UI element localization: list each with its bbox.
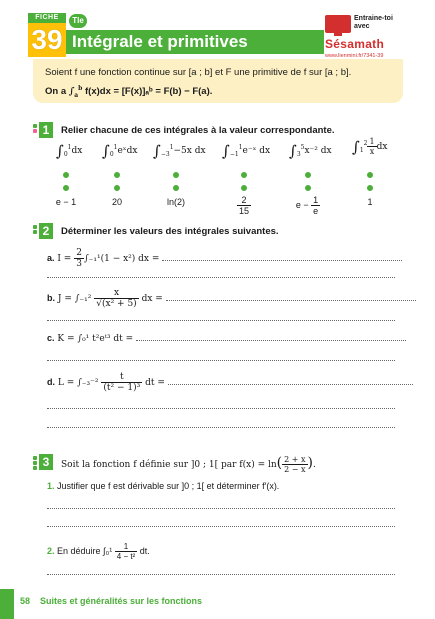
logo-url[interactable]: www.lienmini.fr/7341-39 [325,53,384,59]
exercise-3-intro: Soit la fonction f définie sur ]0 ; 1[ par f(x) = ln( $\frac{2 + x}{2 - x}$ ). [61,455,316,474]
logo-text: Entraine-toi avec [354,15,393,30]
value-5: e − $\frac{1}{e}$ [295,195,319,216]
question-d: d. L = ∫₋₃⁻² $\frac{t}{\text{(t² − 1)³}}$ dt = [47,372,413,393]
answer-line[interactable] [47,427,395,428]
monitor-icon [325,15,351,33]
answer-d-field[interactable] [168,384,413,385]
answer-line[interactable] [47,277,395,278]
link-dot-top-3[interactable] [173,172,179,178]
sesamath-logo[interactable] [325,15,403,59]
fiche-label: FICHE [28,13,66,23]
question-b: b. J = ∫₋₁² $\frac{x}{\text{√(x² + 5)}}$ dx = [47,288,416,309]
level-badge: Tle [69,14,87,28]
answer-line[interactable] [47,320,395,321]
answer-line[interactable] [47,408,395,409]
answer-line[interactable] [47,360,395,361]
logo-brand: Sésamath [325,37,385,51]
value-6: 1 [367,197,373,207]
link-dot-top-5[interactable] [305,172,311,178]
question-c: c. K = ∫₀¹ t²eᵗ³ dt = [47,333,406,344]
exercise-1-badge: 1 [33,122,53,138]
value-3: ln(2) [166,197,185,207]
intro-box [33,59,403,103]
footer-bar [0,589,14,619]
intro-line-1: Soient f une fonction continue sur [a ; b] et F une primitive de f sur [a ; b]. [45,67,352,78]
link-dot-top-4[interactable] [241,172,247,178]
integral-2: $\int_0^1eˣdx$ [102,142,138,160]
link-dot-bottom-4[interactable] [241,185,247,191]
fiche-number: 39 [28,23,66,57]
exercise-3-question-2: 2. En déduire ∫₀¹ $\frac{1}{\text{4 − t²}}$ dt. [47,542,150,561]
answer-b-field[interactable] [166,300,416,301]
answer-line[interactable] [47,574,395,575]
link-dot-top-2[interactable] [114,172,120,178]
answer-line[interactable] [47,526,395,527]
link-dot-bottom-2[interactable] [114,185,120,191]
link-dot-bottom-3[interactable] [173,185,179,191]
answer-line[interactable] [47,508,395,509]
link-dot-bottom-6[interactable] [367,185,373,191]
link-dot-top-1[interactable] [63,172,69,178]
exercise-1-title: Relier chacune de ces intégrales à la valeur correspondante. [61,125,335,136]
answer-a-field[interactable] [162,260,402,261]
value-1: e − 1 [55,197,77,207]
exercise-2-title: Déterminer les valeurs des intégrales suivantes. [61,226,279,237]
value-2: 20 [111,197,122,207]
exercise-3-question-1: 1. Justifier que f est dérivable sur ]0 ; 1[ et déterminer f′(x). [47,481,280,491]
link-dot-bottom-5[interactable] [305,185,311,191]
page-number: 58 [20,596,31,606]
integral-3: $\int_{-3}^1-5x$ dx [153,142,206,160]
integral-1: $\int_0^1dx$ [56,142,83,160]
link-dot-bottom-1[interactable] [63,185,69,191]
exercise-3-badge: 3 [33,454,53,470]
question-a: a. I = $\frac{2}{3}$ ∫₋₁¹(1 − x²) dx = [47,248,402,269]
integral-6: $\int_1^2$ $\frac{1}{x}$ dx [352,137,388,156]
exercise-2-badge: 2 [33,223,53,239]
chapter-title: Suites et généralités sur les fonctions [40,596,203,606]
value-4: $\frac{2}{15}$ [238,195,249,216]
page-title: Intégrale et primitives [66,30,324,54]
intro-line-2: On a $\int_a^b$ f(x)dx = [F(x)]ₐᵇ = F(b) − F(a). [45,85,213,100]
answer-c-field[interactable] [136,340,406,341]
integral-4: $\int_{-1}^1e^-ˣ$ dx [222,142,271,160]
integral-5: $\int_3^5x^{-2}$ dx [289,142,332,160]
link-dot-top-6[interactable] [367,172,373,178]
